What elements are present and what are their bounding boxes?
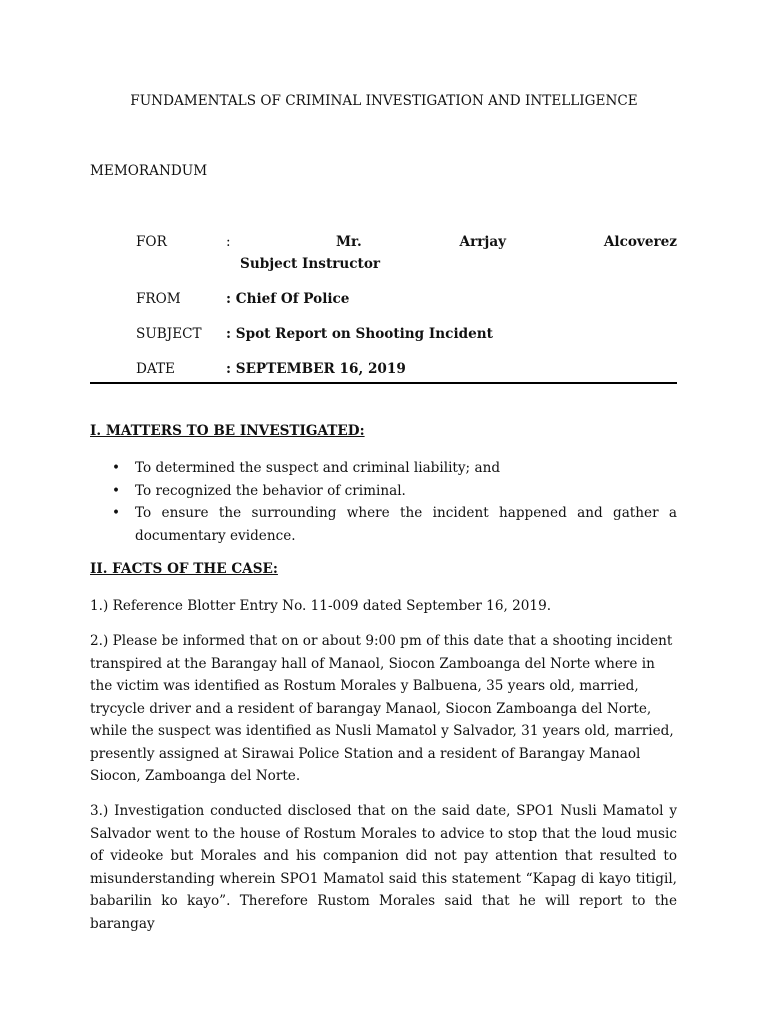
for-name-part: Alcoverez <box>603 234 677 250</box>
subject-value: : Spot Report on Shooting Incident <box>226 326 493 342</box>
memorandum-label: MEMORANDUM <box>90 163 208 179</box>
facts-paragraph-1: 1.) Reference Blotter Entry No. 11-009 dated September 16, 2019. <box>90 598 552 614</box>
for-name-part: Mr. <box>336 234 362 250</box>
facts-paragraph-3: 3.) Investigation conducted disclosed that on the said date, SPO1 Nusli Mamatol y Salvador went to the house of Rostum Morales to advice to stop that the loud music of videoke but Morales and his companion did not pay attention that resulted to misunderstanding wherein SPO1 Mamatol said this statement “Kapag di kayo titigil, babarilin ko kayo”. Therefore Rustom Morales said that he will report to the barangay <box>90 803 677 932</box>
for-key: FOR <box>136 234 167 250</box>
for-name-part: Arrjay <box>459 234 507 250</box>
from-value: : Chief Of Police <box>226 291 350 307</box>
for-colon: : <box>226 234 231 250</box>
section-matters-heading: I. MATTERS TO BE INVESTIGATED: <box>90 423 365 439</box>
subject-key: SUBJECT <box>136 326 202 342</box>
for-name <box>336 234 677 250</box>
list-item: • To ensure the surrounding where the incident happened and gather a documentary evidence. <box>90 502 677 547</box>
date-key: DATE <box>136 361 175 377</box>
matters-list <box>90 457 677 547</box>
from-key: FROM <box>136 291 181 307</box>
memo-for-row <box>136 234 677 272</box>
document-title: FUNDAMENTALS OF CRIMINAL INVESTIGATION AND INTELLIGENCE <box>130 93 638 109</box>
for-title: Subject Instructor <box>240 256 381 272</box>
section-facts-heading: II. FACTS OF THE CASE: <box>90 561 278 577</box>
list-item: • To recognized the behavior of criminal. <box>90 480 677 503</box>
date-value: : SEPTEMBER 16, 2019 <box>226 361 406 377</box>
header-divider <box>90 382 677 384</box>
facts-paragraph-2: 2.) Please be informed that on or about 9:00 pm of this date that a shooting incident transpired at the Barangay hall of Manaol, Siocon Zamboanga del Norte where in the victim was identified as Rostum Morales y Balbuena, 35 years old, married, trycycle driver and a resident of barangay Manaol, Siocon Zamboanga del Norte, while the suspect was identified as Nusli Mamatol y Salvador, 31 years old, married, presently assigned at Sirawai Police Station and a resident of Barangay Manaol Siocon, Zamboanga del Norte. <box>90 633 674 784</box>
list-item: • To determined the suspect and criminal liability; and <box>90 457 677 480</box>
